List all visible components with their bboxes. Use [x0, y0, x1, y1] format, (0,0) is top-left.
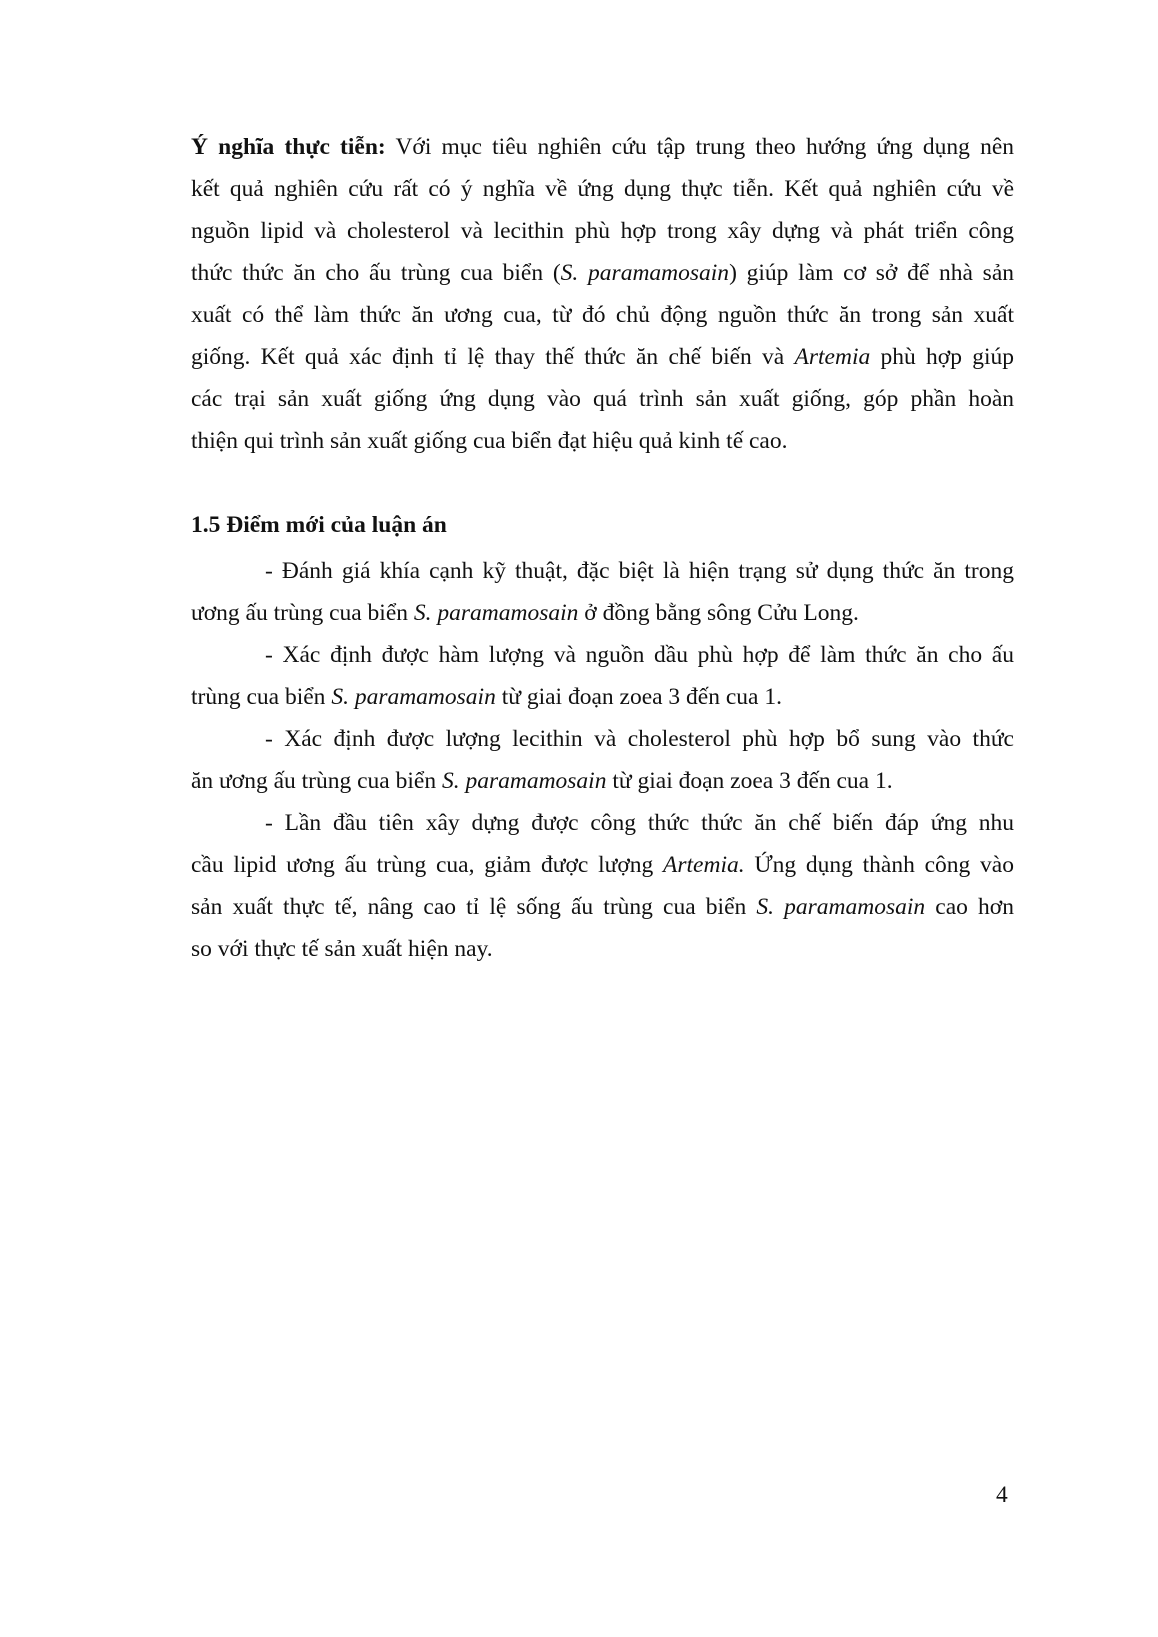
novelty-item-1: - Đánh giá khía cạnh kỹ thuật, đặc biệt là hiện trạng sử dụng thức ăn trong	[265, 558, 1014, 584]
novelty-item-3-cont: ăn ương ấu trùng cua biển S. paramamosain từ giai đoạn zoea 3 đến cua 1.	[191, 768, 893, 794]
paragraph-line: các trại sản xuất giống ứng dụng vào quá trình sản xuất giống, góp phần hoàn	[191, 386, 1014, 412]
section-heading: 1.5 Điểm mới của luận án	[191, 512, 447, 538]
paragraph-line: Ý nghĩa thực tiễn: Với mục tiêu nghiên cứu tập trung theo hướng ứng dụng nên	[191, 134, 1015, 160]
novelty-item-4-cont: cầu lipid ương ấu trùng cua, giảm được lượng Artemia. Ứng dụng thành công vào	[191, 852, 1014, 878]
novelty-item-1-cont: ương ấu trùng cua biển S. paramamosain ở đồng bằng sông Cửu Long.	[191, 600, 859, 626]
species-name: S. paramamosain	[560, 260, 730, 286]
novelty-item-4-cont: so với thực tế sản xuất hiện nay.	[191, 936, 493, 962]
paragraph-line: xuất có thể làm thức ăn ương cua, từ đó chủ động nguồn thức ăn trong sản xuất	[191, 302, 1014, 328]
paragraph-line: kết quả nghiên cứu rất có ý nghĩa về ứng dụng thực tiễn. Kết quả nghiên cứu về	[191, 176, 1014, 202]
species-name: Artemia	[794, 344, 871, 370]
paragraph-line: giống. Kết quả xác định tỉ lệ thay thế thức ăn chế biến và Artemia phù hợp giúp	[191, 344, 1015, 370]
novelty-item-3: - Xác định được lượng lecithin và cholesterol phù hợp bổ sung vào thức	[265, 726, 1014, 752]
species-name: S. paramamosain	[331, 684, 496, 710]
novelty-item-4-cont: sản xuất thực tế, nâng cao tỉ lệ sống ấu trùng cua biển S. paramamosain cao hơn	[191, 894, 1014, 920]
species-name: S. paramamosain	[756, 894, 926, 920]
paragraph-line: thức thức ăn cho ấu trùng cua biển (S. paramamosain) giúp làm cơ sở để nhà sản	[191, 260, 1015, 286]
significance-title: Ý nghĩa thực tiễn:	[191, 134, 386, 160]
species-name: S. paramamosain	[413, 600, 579, 626]
novelty-item-4: - Lần đầu tiên xây dựng được công thức thức ăn chế biến đáp ứng nhu	[265, 810, 1014, 836]
species-name: Artemia.	[663, 852, 745, 878]
novelty-item-2-cont: trùng cua biển S. paramamosain từ giai đoạn zoea 3 đến cua 1.	[191, 684, 782, 710]
novelty-item-2: - Xác định được hàm lượng và nguồn dầu phù hợp để làm thức ăn cho ấu	[265, 642, 1014, 668]
paragraph-line: nguồn lipid và cholesterol và lecithin phù hợp trong xây dựng và phát triển công	[191, 218, 1014, 244]
paragraph-line: thiện qui trình sản xuất giống cua biển đạt hiệu quả kinh tế cao.	[191, 428, 788, 454]
species-name: S. paramamosain	[441, 768, 607, 794]
page-number: 4	[996, 1482, 1008, 1508]
